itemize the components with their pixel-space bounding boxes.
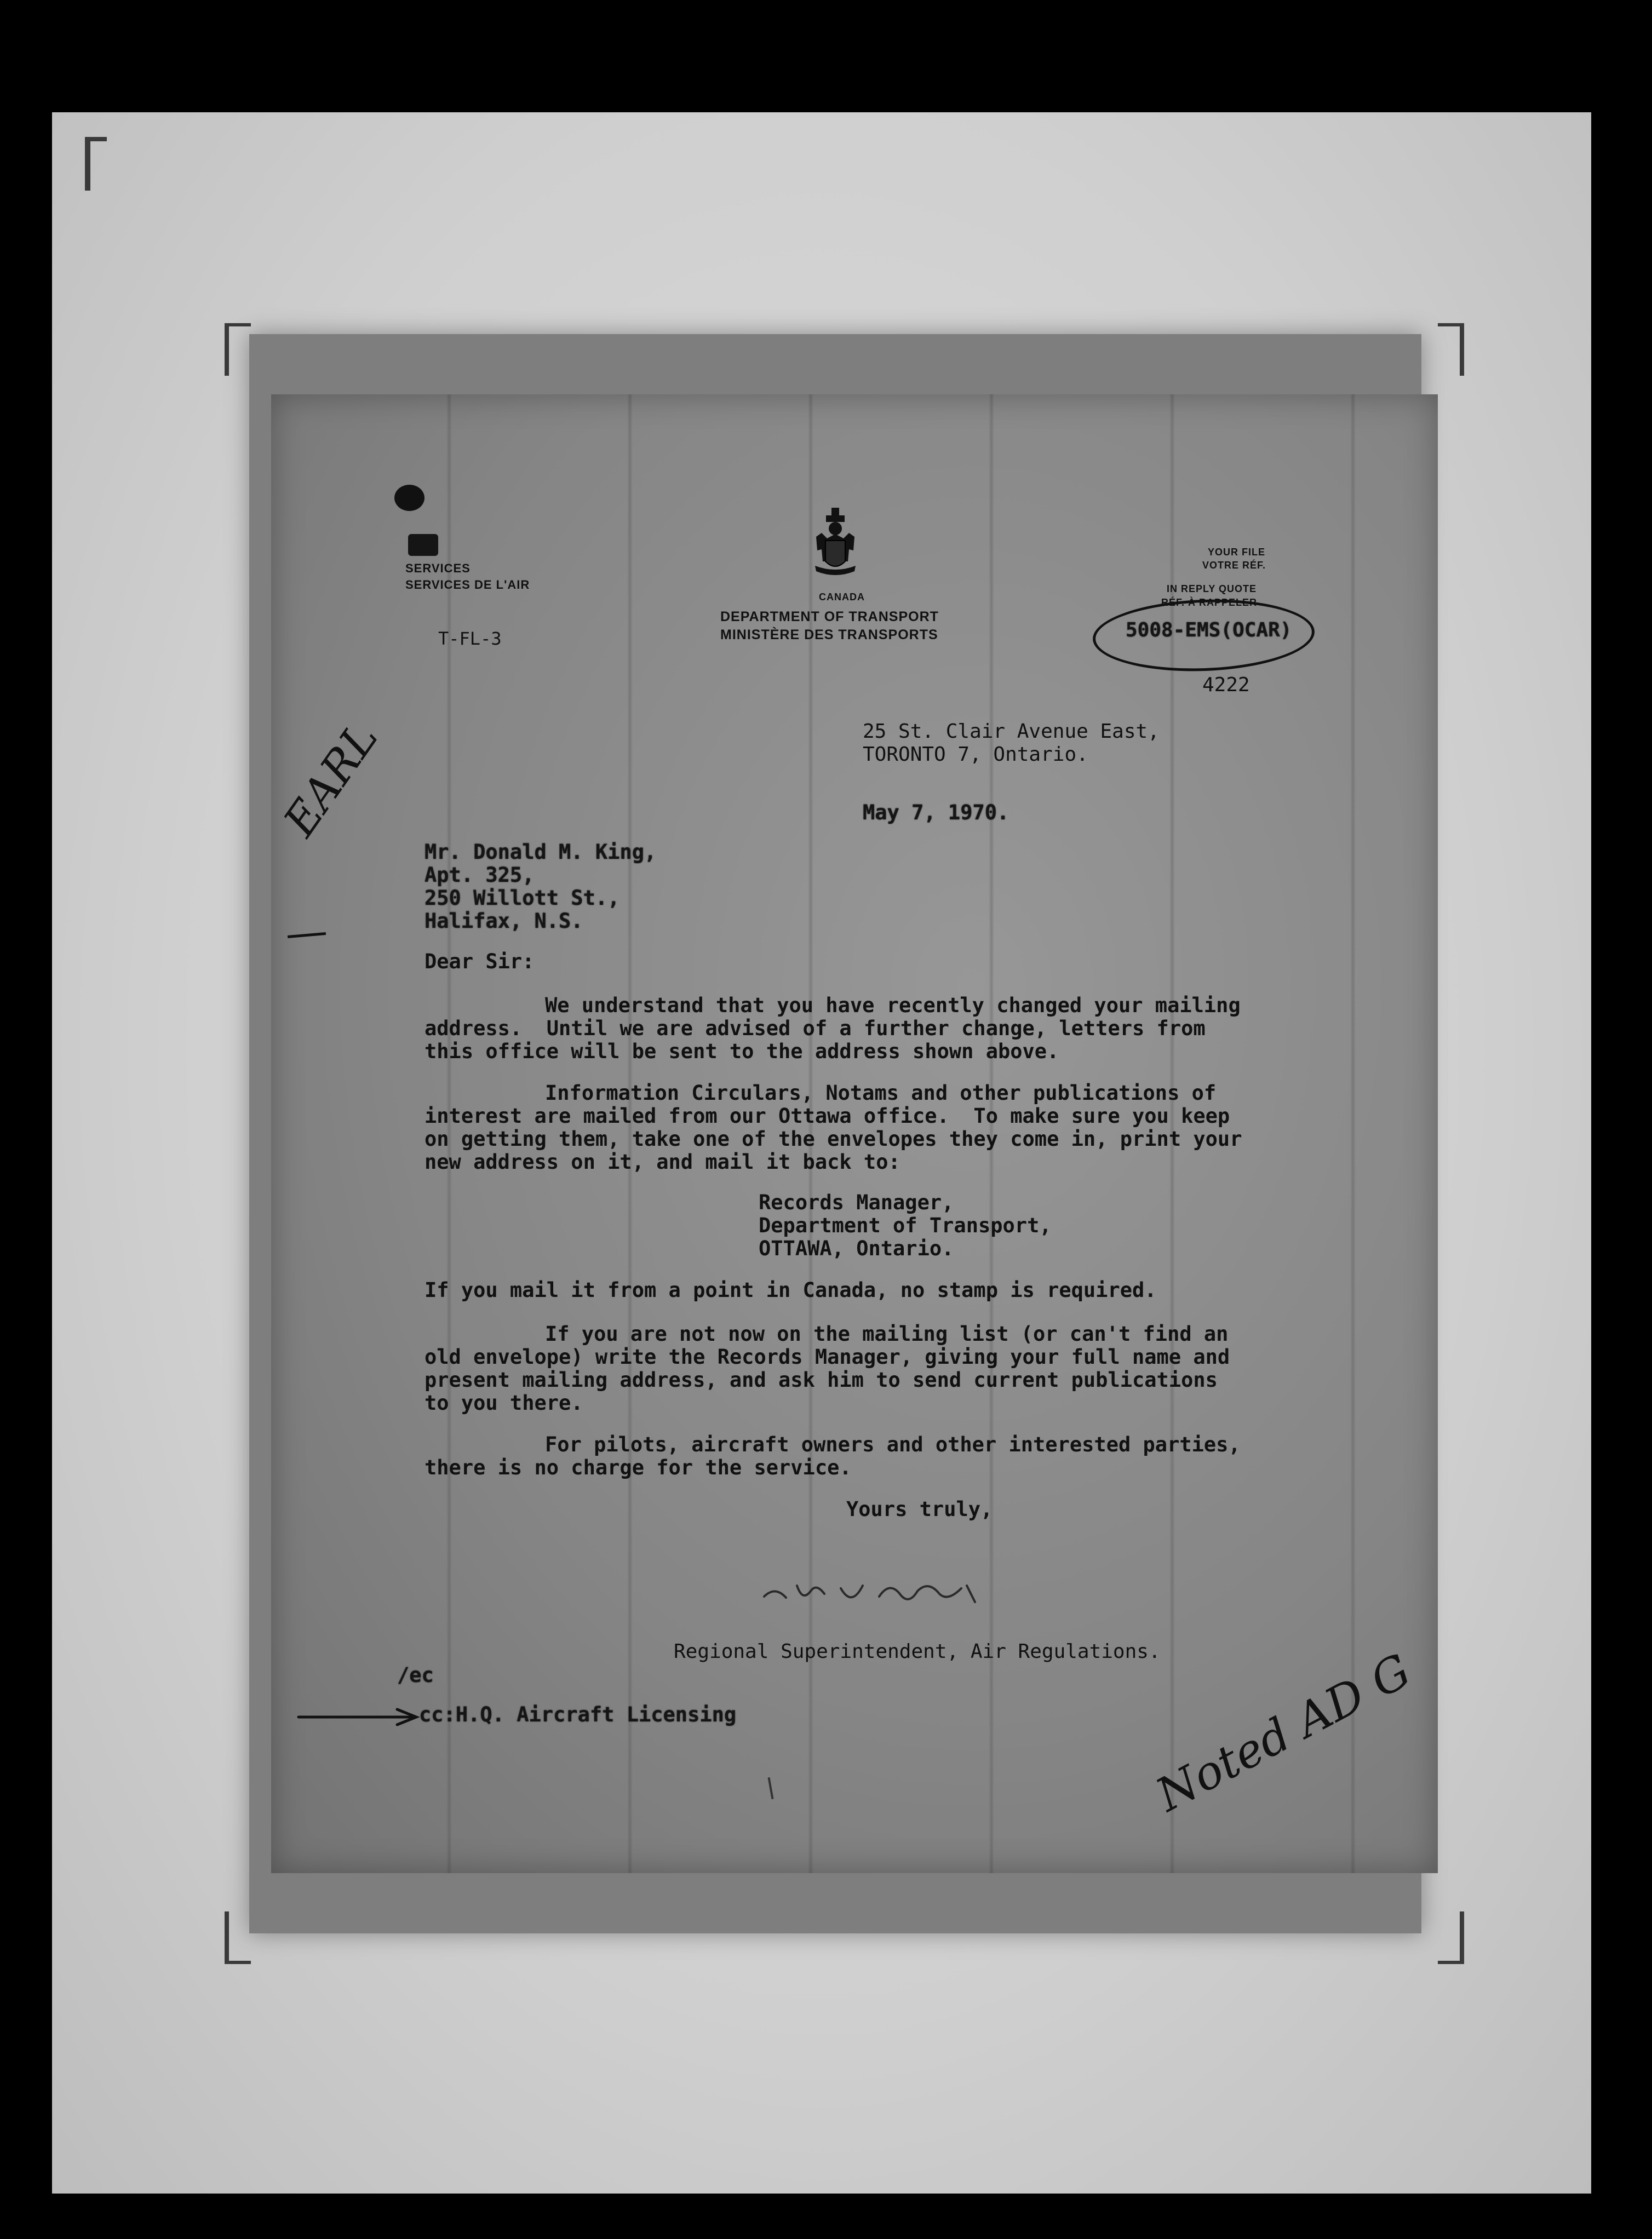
recipient-street: 250 Willott St., [425,886,620,910]
clip-mark [408,534,438,556]
pencil-tick [768,1777,774,1799]
signature-scribble [759,1564,989,1624]
records-address-line-2: Department of Transport, [759,1214,1052,1237]
crop-mark-bottom-right [1438,1911,1464,1964]
handwritten-margin-name: EARL [274,713,388,846]
body-p5-line-1: For pilots, aircraft owners and other interested parties, [545,1433,1241,1456]
dept-name-fr: MINISTÈRE DES TRANSPORTS [720,627,938,642]
stamp-number: 4222 [1202,674,1250,696]
body-p5-line-2: there is no charge for the service. [425,1456,852,1479]
body-p1-line-2: address. Until we are advised of a further change, letters from [425,1017,1206,1040]
body-p3: If you mail it from a point in Canada, no stamp is required. [425,1278,1157,1302]
dept-name-en: DEPARTMENT OF TRANSPORT [720,609,939,624]
body-p2-line-3: on getting them, take one of the envelopes they come in, print your [425,1127,1242,1151]
body-p1-line-3: this office will be sent to the address shown above. [425,1040,1059,1063]
dept-left-en: SERVICES [405,561,471,575]
dept-left-fr: SERVICES DE L'AIR [405,578,530,592]
crop-mark-bottom-left [225,1911,251,1964]
body-p1-line-1: We understand that you have recently changed your mailing [545,994,1241,1017]
body-p4-line-4: to you there. [425,1391,583,1415]
reply-quote-fr: RÉF. À RAPPELER [1161,597,1258,608]
body-p4-line-3: present mailing address, and ask him to send current publications [425,1368,1218,1392]
records-address-line-3: OTTAWA, Ontario. [759,1237,954,1260]
letter-page [271,394,1438,1873]
recipient-name: Mr. Donald M. King, [425,840,657,864]
crest-caption: CANADA [819,592,865,602]
file-reference: 5008-EMS(OCAR) [1126,619,1292,641]
recipient-apt: Apt. 325, [425,863,535,887]
crop-mark-top-left [85,137,107,191]
margin-pen-stroke [288,932,326,938]
reply-quote-en: IN REPLY QUOTE [1167,583,1257,594]
your-file-fr: VOTRE RÉF. [1202,560,1266,571]
salutation: Dear Sir: [425,950,535,973]
handwritten-noted-note: Noted AD G [1148,1643,1420,1822]
sender-address-line-2: TORONTO 7, Ontario. [863,743,1088,766]
form-number: T-FL-3 [438,628,502,649]
crop-mark-inner-top-left [225,323,251,376]
arrow-right-icon [296,1705,422,1727]
body-p2-line-2: interest are mailed from our Ottawa office. To make sure you keep [425,1104,1230,1128]
body-p2-line-4: new address on it, and mail it back to: [425,1150,900,1174]
body-p4-line-2: old envelope) write the Records Manager, giving your full name and [425,1345,1230,1369]
canada-coat-of-arms-icon [811,507,860,589]
sender-address-line-1: 25 St. Clair Avenue East, [863,720,1160,743]
cc-line: cc:H.Q. Aircraft Licensing [419,1703,737,1726]
recipient-city: Halifax, N.S. [425,909,583,933]
closing: Yours truly, [846,1497,993,1521]
typist-initials: /ec [397,1663,434,1687]
signature-title: Regional Superintendent, Air Regulations. [674,1640,1161,1663]
crop-mark-inner-top-right [1438,323,1464,376]
punch-hole [394,485,425,511]
body-p2-line-1: Information Circulars, Notams and other publications of [545,1081,1217,1105]
body-p4-line-1: If you are not now on the mailing list (or can't find an [545,1322,1229,1346]
letter-date: May 7, 1970. [863,801,1009,824]
records-address-line-1: Records Manager, [759,1191,954,1214]
your-file-en: YOUR FILE [1208,547,1266,558]
